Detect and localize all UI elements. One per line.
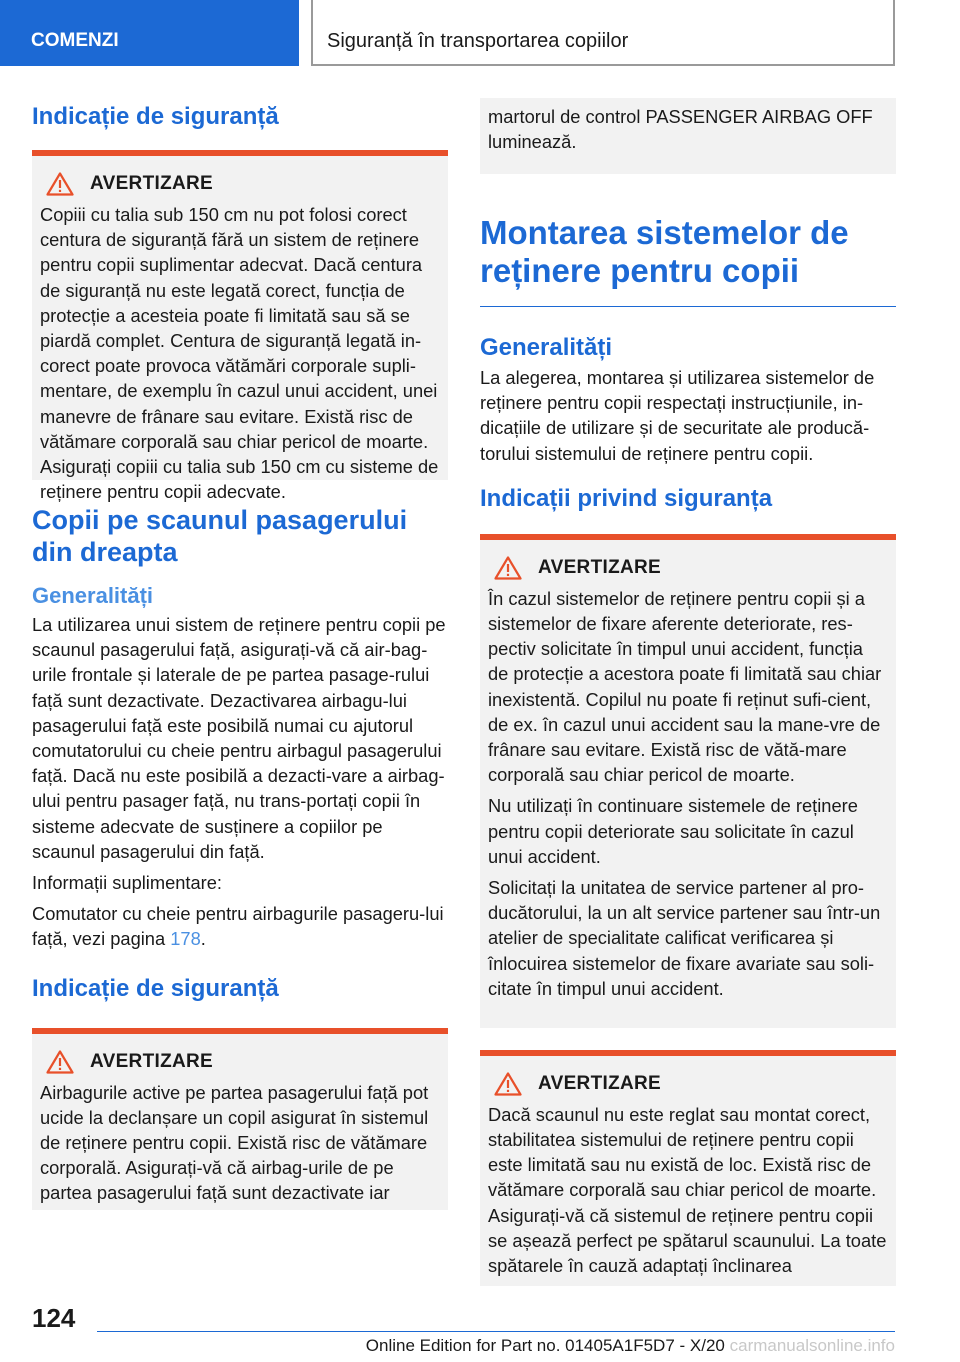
- left-column: [32, 98, 448, 1210]
- paragraph-more-info: Informații suplimentare:: [32, 872, 222, 894]
- warning-text-1: Copiii cu talia sub 150 cm nu pot folosi corect centura de siguranță fără un sistem de reținere pentru copii suplimentar adecvat. Dacă centura de siguranță nu este legată corect, funcția de protecție a acesteia poate fi limitată sau să se piardă complet. Centura de siguranță legată in-corect poate provoca vătămări corporale supli-mentare, de exemplu în cazul unui accident, unei manevre de frânare sau evitare. Există risc de vătămare corporală sau chiar pericol de moarte. Asigurați copiii cu talia sub 150 cm cu sisteme de reținere pentru copii adecvate.: [40, 204, 439, 503]
- warning-title-2: AVERTIZARE: [90, 1050, 213, 1072]
- warning-triangle-icon: [46, 1050, 74, 1074]
- warning-text-3a: În cazul sistemelor de reținere pentru copii și a sistemelor de fixare aferente deteriorate, res-pectiv solicitate în timpul unui accident, funcția de protecție a acestora poate fi limitată sau chiar inexistentă. Copilul nu poate fi reținut sufi-cient, de ex. în cazul unui accident sau la mane-vre de frânare sau evitare. Există risc de vătă-mare corporală sau chiar pericol de moarte.: [488, 587, 882, 786]
- watermark-text: carmanualsonline.info: [729, 1336, 895, 1355]
- paragraph-general: La alegerea, montarea și utilizarea sistemelor de reținere pentru copii respectați instrucțiunile, in-dicațiile de utilizare și de securitate ale producă-torului sistemului de reținere pentru copii.: [480, 367, 875, 464]
- page-number: 124: [32, 1303, 76, 1333]
- page-reference-link[interactable]: 178: [170, 928, 201, 950]
- warning-text-3c: Solicitați la unitatea de service partener al pro-ducătorului, la un alt service partener sau într-un atelier de specialitate calificat verificarea și înlocuirea sistemelor de fixare avariate sau soli-citate în timpul unui accident.: [488, 877, 881, 999]
- section-title: Siguranță în transportarea copiilor: [327, 30, 629, 52]
- paragraph-key-switch: [32, 901, 448, 951]
- warning-text-4: Dacă scaunul nu este reglat sau montat corect, stabilitatea sistemului de reținere pentru copii este limitată sau nu există de loc. Există risc de vătămare corporală sau chiar pericol de moarte. Asigurați-vă că sistemul de reținere pentru copii se așează perfect pe spătarul scaunului. La toate spătarele în cauză adaptați înclinarea: [488, 1103, 887, 1277]
- page-header: [0, 0, 960, 66]
- key-switch-text: Comutator cu cheie pentru airbagurile pasageru-lui față, vezi pagina: [32, 903, 444, 950]
- warning-text-2: Airbagurile active pe partea pasagerului față pot ucide la declanșare un copil asigurat în sistemul de reținere pentru copii. Există risc de vătămare corporală. Asigurați-vă că airbag-urile de pe partea pasagerului față sunt dezactivate iar: [40, 1081, 429, 1204]
- warning-box-4: [480, 1050, 896, 1286]
- paragraph-front-seat: La utilizarea unui sistem de reținere pentru copii pe scaunul pasagerului față, asigurați-vă că air-bag-urile frontale și laterale de pe partea pasage-rului față sunt dezactivate. Dezactivarea airbagu-lui pasagerului față este posibilă numai cu ajutorul comutatorului cu cheie pentru airbagul pasagerului față. Dacă nu este posibilă a dezacti-vare a airbag-ului pentru pasager față, nu trans-portați copii în sisteme adecvate de susținere a copiilor pe scaunul pasagerului din față.: [32, 614, 446, 862]
- footer-rule: [97, 1331, 895, 1332]
- edition-text: Online Edition for Part no. 01405A1F5D7 - X/20: [365, 1336, 725, 1355]
- warning-title-4: AVERTIZARE: [538, 1072, 661, 1094]
- warning-header-2: [40, 1050, 440, 1074]
- heading-underline: [480, 306, 896, 307]
- warning-box-3: [480, 534, 896, 1028]
- warning-triangle-icon: [46, 172, 74, 196]
- footer-edition: [310, 1336, 895, 1356]
- section-title-box: [311, 0, 895, 66]
- subheading-general-1: Generalități: [32, 583, 154, 608]
- warning-text-3b: Nu utilizați în continuare sistemele de reținere pentru copii deteriorate sau solicitate în cazul unui accident.: [488, 795, 858, 867]
- warning-title-1: AVERTIZARE: [90, 173, 213, 194]
- heading-safety-note-1: Indicație de siguranță: [32, 103, 279, 130]
- heading-mounting-restraints: Montarea sistemelor de reținere pentru copii: [480, 214, 849, 289]
- warning-box-1: [32, 150, 448, 503]
- heading-safety-note-2: Indicație de siguranță: [32, 974, 279, 1002]
- warning-triangle-icon: [494, 556, 522, 580]
- right-column: [480, 98, 896, 1286]
- chapter-tab-label: COMENZI: [31, 30, 119, 51]
- period: .: [200, 928, 206, 950]
- warning-header-1: [40, 172, 440, 196]
- heading-front-passenger-seat: Copii pe scaunul pasagerului din dreapta: [32, 505, 408, 567]
- subheading-general-2: Generalități: [480, 334, 613, 361]
- warning-header-4: [488, 1072, 888, 1096]
- warning-box-continued: [480, 98, 896, 174]
- subheading-safety-indications: Indicații privind siguranța: [480, 484, 773, 512]
- chapter-tab[interactable]: [0, 0, 299, 66]
- warning-continued-text: martorul de control PASSENGER AIRBAG OFF luminează.: [488, 106, 873, 153]
- warning-header-3: [488, 556, 888, 580]
- warning-triangle-icon: [494, 1072, 522, 1096]
- warning-box-2: [32, 1028, 448, 1210]
- warning-title-3: AVERTIZARE: [538, 556, 661, 578]
